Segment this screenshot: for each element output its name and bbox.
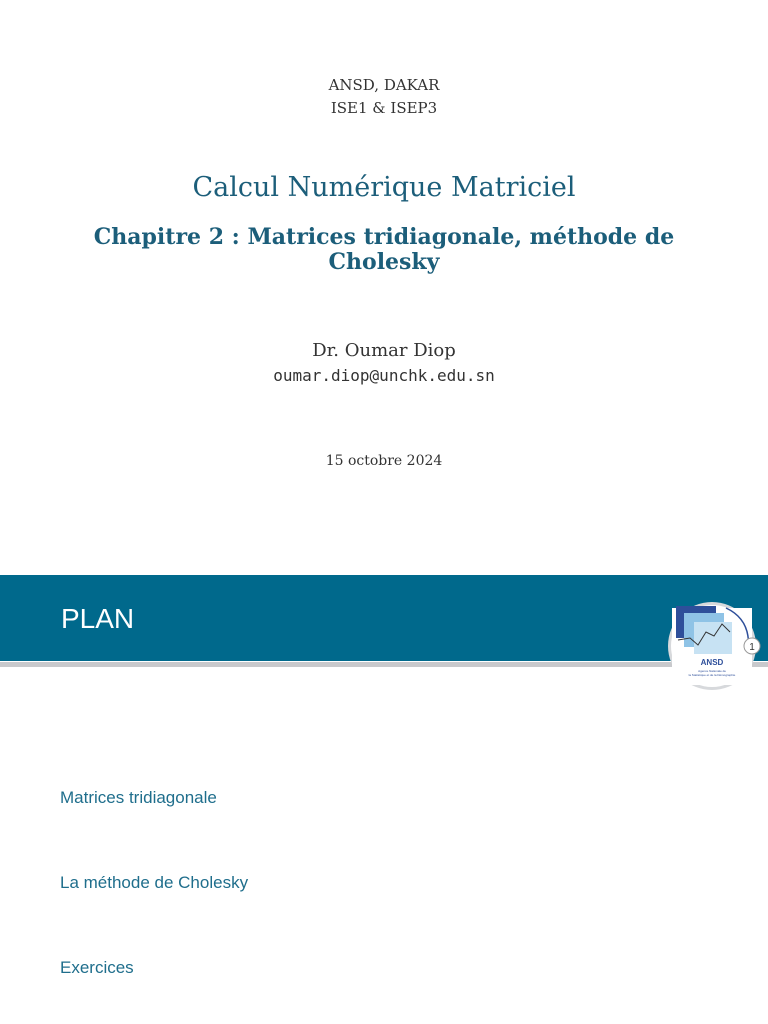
plan-slide bbox=[0, 575, 768, 1024]
institution-line1: ANSD, DAKAR bbox=[328, 76, 440, 94]
subtitle: Chapitre 2 : Matrices tridiagonale, méthode de Cholesky bbox=[93, 224, 675, 275]
svg-text:la Statistique et de la Démogr: la Statistique et de la Démographie bbox=[688, 673, 736, 677]
main-title: Calcul Numérique Matriciel bbox=[192, 172, 576, 203]
institution-line2: ISE1 & ISEP3 bbox=[330, 99, 438, 117]
toc-item-exercices[interactable]: Exercices bbox=[60, 958, 134, 977]
toc-item-matrices-tridiagonale[interactable]: Matrices tridiagonale bbox=[60, 788, 217, 807]
svg-text:Agence Nationale de: Agence Nationale de bbox=[698, 669, 726, 673]
date: 15 octobre 2024 bbox=[325, 453, 443, 469]
author-email: oumar.diop@unchk.edu.sn bbox=[273, 366, 495, 385]
page-number: 1 bbox=[749, 642, 755, 653]
author: Dr. Oumar Diop bbox=[312, 340, 456, 361]
ansd-logo bbox=[664, 600, 764, 690]
plan-header-underline bbox=[0, 662, 768, 667]
toc-item-methode-cholesky[interactable]: La méthode de Cholesky bbox=[60, 873, 249, 892]
logo-text: ANSD bbox=[700, 658, 724, 667]
plan-heading: PLAN bbox=[61, 603, 135, 634]
